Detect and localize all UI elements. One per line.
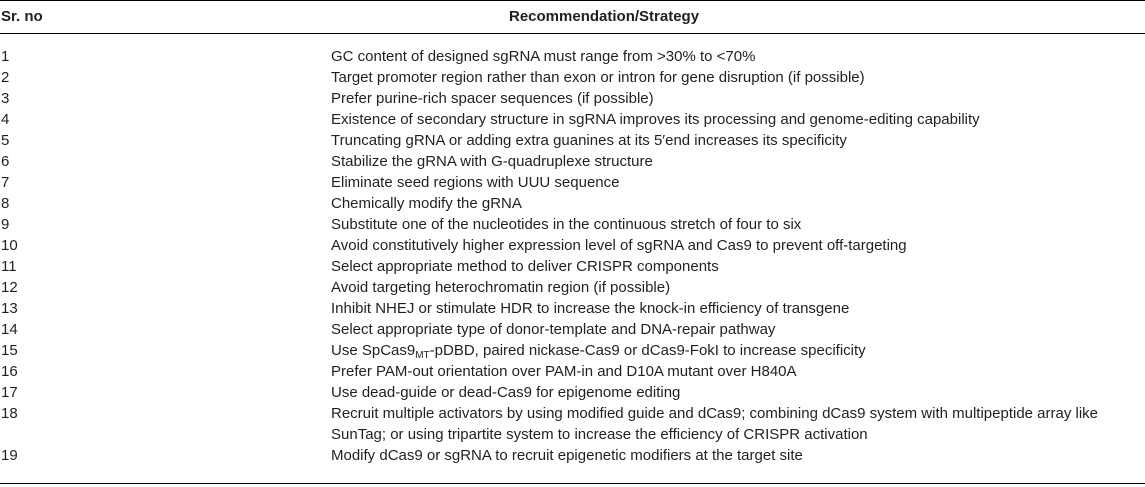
row-number: 6 — [1, 153, 10, 170]
row-number: 18 — [1, 405, 18, 422]
table-row — [0, 193, 1145, 214]
row-text: Modify dCas9 or sgRNA to recruit epigenetic modifiers at the target site — [331, 447, 803, 464]
table-header-rule — [0, 33, 1145, 34]
row-text: Prefer PAM-out orientation over PAM-in and D10A mutant over H840A — [331, 363, 797, 380]
row-text: Avoid targeting heterochromatin region (if possible) — [331, 279, 671, 296]
row-text: Select appropriate method to deliver CRISPR components — [331, 258, 719, 275]
table-row — [0, 46, 1145, 67]
row-text-pre: Use SpCas9 — [331, 342, 416, 359]
row-text: Use dead-guide or dead-Cas9 for epigenome editing — [331, 384, 681, 401]
table-top-rule — [0, 0, 1145, 1]
table-bottom-rule — [0, 483, 1145, 484]
table-row — [0, 256, 1145, 277]
row-number: 4 — [1, 111, 10, 128]
row-number: 12 — [1, 279, 18, 296]
row-text: Eliminate seed regions with UUU sequence — [331, 174, 620, 191]
row-number: 16 — [1, 363, 18, 380]
row-text: Chemically modify the gRNA — [331, 195, 522, 212]
table-row — [0, 151, 1145, 172]
row-text: Avoid constitutively higher expression level of sgRNA and Cas9 to prevent off-targeting — [331, 237, 907, 254]
row-number: 3 — [1, 90, 10, 107]
table-row — [0, 382, 1145, 403]
row-number: 17 — [1, 384, 18, 401]
row-text-subscript: MT — [415, 350, 430, 361]
table-row — [0, 319, 1145, 340]
table-row — [0, 277, 1145, 298]
row-text: Stabilize the gRNA with G-quadruplexe structure — [331, 153, 653, 170]
table-row — [0, 445, 1145, 466]
row-number: 10 — [1, 237, 18, 254]
row-number: 2 — [1, 69, 10, 86]
table-row — [0, 109, 1145, 130]
row-text: Inhibit NHEJ or stimulate HDR to increase the knock-in efficiency of transgene — [331, 300, 850, 317]
row-number: 14 — [1, 321, 18, 338]
table-row — [0, 361, 1145, 382]
row-text: Recruit multiple activators by using modified guide and dCas9; combining dCas9 system with multipeptide array like SunTag; or using tripartite system to increase the efficiency of CRISPR activation — [331, 405, 1099, 443]
table-row — [0, 172, 1145, 193]
row-number: 7 — [1, 174, 10, 191]
row-number: 13 — [1, 300, 18, 317]
row-number: 1 — [1, 48, 10, 65]
table-body — [0, 46, 1145, 466]
row-text — [331, 340, 1136, 361]
table-row — [0, 88, 1145, 109]
row-text: Existence of secondary structure in sgRNA improves its processing and genome-editing capability — [331, 111, 980, 128]
header-sr-no: Sr. no — [1, 8, 43, 25]
row-number: 15 — [1, 342, 18, 359]
table-row — [0, 403, 1145, 445]
row-text: Substitute one of the nucleotides in the continuous stretch of four to six — [331, 216, 802, 233]
row-number: 9 — [1, 216, 10, 233]
row-text: GC content of designed sgRNA must range from >30% to <70% — [331, 48, 756, 65]
table-row — [0, 298, 1145, 319]
row-number: 19 — [1, 447, 18, 464]
row-text: Select appropriate type of donor-template and DNA-repair pathway — [331, 321, 776, 338]
table-row — [0, 67, 1145, 88]
table-row — [0, 130, 1145, 151]
row-text: Target promoter region rather than exon or intron for gene disruption (if possible) — [331, 69, 865, 86]
row-number: 11 — [1, 258, 17, 275]
table-row — [0, 340, 1145, 361]
header-recommendation: Recommendation/Strategy — [509, 8, 700, 25]
table-row — [0, 235, 1145, 256]
row-text: Truncating gRNA or adding extra guanines at its 5′end increases its specificity — [331, 132, 847, 149]
row-number: 8 — [1, 195, 10, 212]
row-number: 5 — [1, 132, 10, 149]
row-text-post: -pDBD, paired nickase-Cas9 or dCas9-FokI to increase specificity — [429, 342, 866, 359]
table-row — [0, 214, 1145, 235]
row-text: Prefer purine-rich spacer sequences (if possible) — [331, 90, 654, 107]
